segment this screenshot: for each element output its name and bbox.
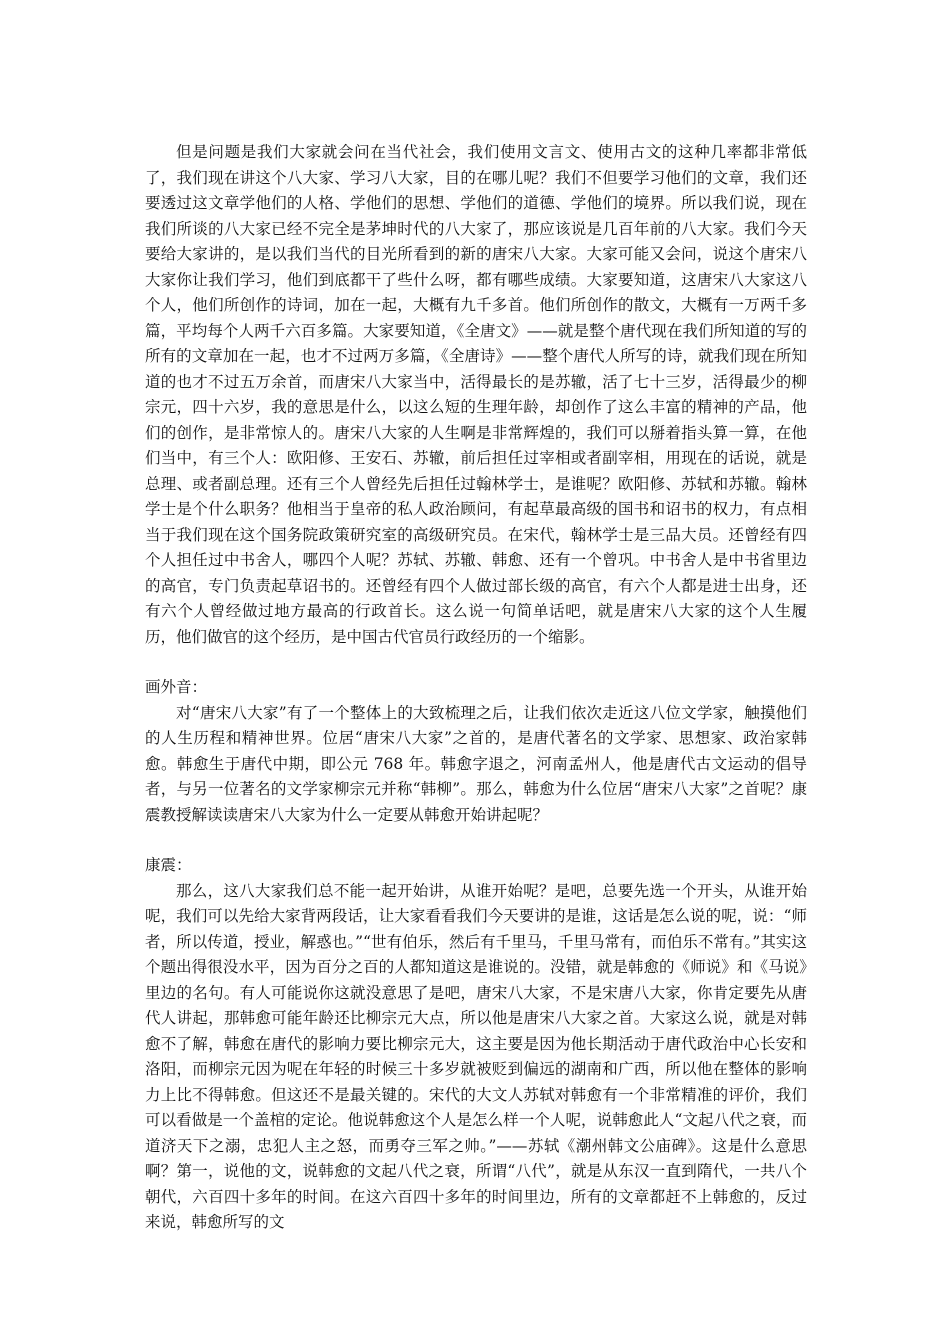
paragraph-1: 但是问题是我们大家就会问在当代社会，我们使用文言文、使用古文的这种几率都非常低了，我们现在讲这个八大家、学习八大家，目的在哪儿呢？我们不但要学习他们的文章，我们还要透过这文章学他们的人格、学他们的思想、学他们的道德、学他们的境界。所以我们说，现在我们所谈的八大家已经不完全是茅坤时代的八大家了，那应该说是几百年前的八大家。我们今天要给大家讲的，是以我们当代的目光所看到的新的唐宋八大家。大家可能又会问，说这个唐宋八大家你让我们学习，他们到底都干了些什么呀，都有哪些成绩。大家要知道，这唐宋八大家这八个人，他们所创作的诗词，加在一起，大概有九千多首。他们所创作的散文，大概有一万两千多篇，平均每个人两千六百多篇。大家要知道，《全唐文》——就是整个唐代现在我们所知道的写的所有的文章加在一起，也才不过两万多篇，《全唐诗》——整个唐代人所写的诗，就我们现在所知道的也才不过五万余首，而唐宋八大家当中，活得最长的是苏辙，活了七十三岁，活得最少的柳宗元，四十六岁，我的意思是什么，以这么短的生理年龄，却创作了这么丰富的精神的产品，他们的创作，是非常惊人的。唐宋八大家的人生啊是非常辉煌的，我们可以掰着指头算一算，在他们当中，有三个人：欧阳修、王安石、苏辙，前后担任过宰相或者副宰相，用现在的话说，就是总理、或者副总理。还有三个人曾经先后担任过翰林学士，是谁呢？欧阳修、苏轼和苏辙。翰林学士是个什么职务？他相当于皇帝的私人政治顾问，有起草最高级的国书和诏书的权力，有点相当于我们现在这个国务院政策研究室的高级研究员。在宋代，翰林学士是三品大员。还曾经有四个人担任过中书舍人，哪四个人呢？苏轼、苏辙、韩愈、还有一个曾巩。中书舍人是中书省里边的高官，专门负责起草诏书的。还曾经有四个人做过部长级的高官，有六个人都是进士出身，还有六个人曾经做过地方最高的行政首长。这么说一句简单话吧，就是唐宋八大家的这个人生履历，他们做官的这个经历，是中国古代官员行政经历的一个缩影。 [145,143,807,646]
document-body [145,140,807,1236]
paragraph-gap [145,650,807,675]
paragraph-2: 对“唐宋八大家”有了一个整体上的大致梳理之后，让我们依次走近这八位文学家，触摸他们的人生历程和精神世界。位居“唐宋八大家”之首的，是唐代著名的文学家、思想家、政治家韩愈。韩愈生于唐代中期，即公元 768 年。韩愈字退之，河南孟州人，他是唐代古文运动的倡导者，与另一位著名的文学家柳宗元并称“韩柳”。那么，韩愈为什么位居“唐宋八大家”之首呢？康震教授解读读唐宋八大家为什么一定要从韩愈开始讲起呢？ [145,703,807,824]
paragraph-gap [145,828,807,853]
speaker-label-kangzhen: 康震： [145,856,192,874]
paragraph-3: 那么，这八大家我们总不能一起开始讲，从谁开始呢？是吧，总要先选一个开头，从谁开始呢，我们可以先给大家背两段话，让大家看看我们今天要讲的是谁，这话是怎么说的呢，说：“师者，所以传道，授业，解惑也。”“世有伯乐，然后有千里马，千里马常有，而伯乐不常有。”其实这个题出得很没水平，因为百分之百的人都知道这是谁说的。没错，就是韩愈的《师说》和《马说》里边的名句。有人可能说你这就没意思了是吧，唐宋八大家，不是宋唐八大家，你肯定要先从唐代人讲起，那韩愈可能年龄还比柳宗元大点，所以他是唐宋八大家之首。大家这么说，就是对韩愈不了解，韩愈在唐代的影响力要比柳宗元大，这主要是因为他长期活动于唐代政治中心长安和洛阳，而柳宗元因为呢在年轻的时候三十多岁就被贬到偏远的湖南和广西，所以他在整体的影响力上比不得韩愈。但这还不是最关键的。宋代的大文人苏轼对韩愈有一个非常精准的评价，我们可以看做是一个盖棺的定论。他说韩愈这个人是怎么样一个人呢，说韩愈此人“文起八代之衰，而道济天下之溺，忠犯人主之怒，而勇夺三军之帅。”——苏轼《潮州韩文公庙碑》。这是什么意思啊？第一，说他的文，说韩愈的文起八代之衰，所谓“八代”，就是从东汉一直到隋代，一共八个朝代，六百四十多年的时间。在这六百四十多年的时间里边，所有的文章都赶不上韩愈的，反过来说，韩愈所写的文 [145,881,807,1231]
speaker-label-voiceover: 画外音： [145,678,208,696]
